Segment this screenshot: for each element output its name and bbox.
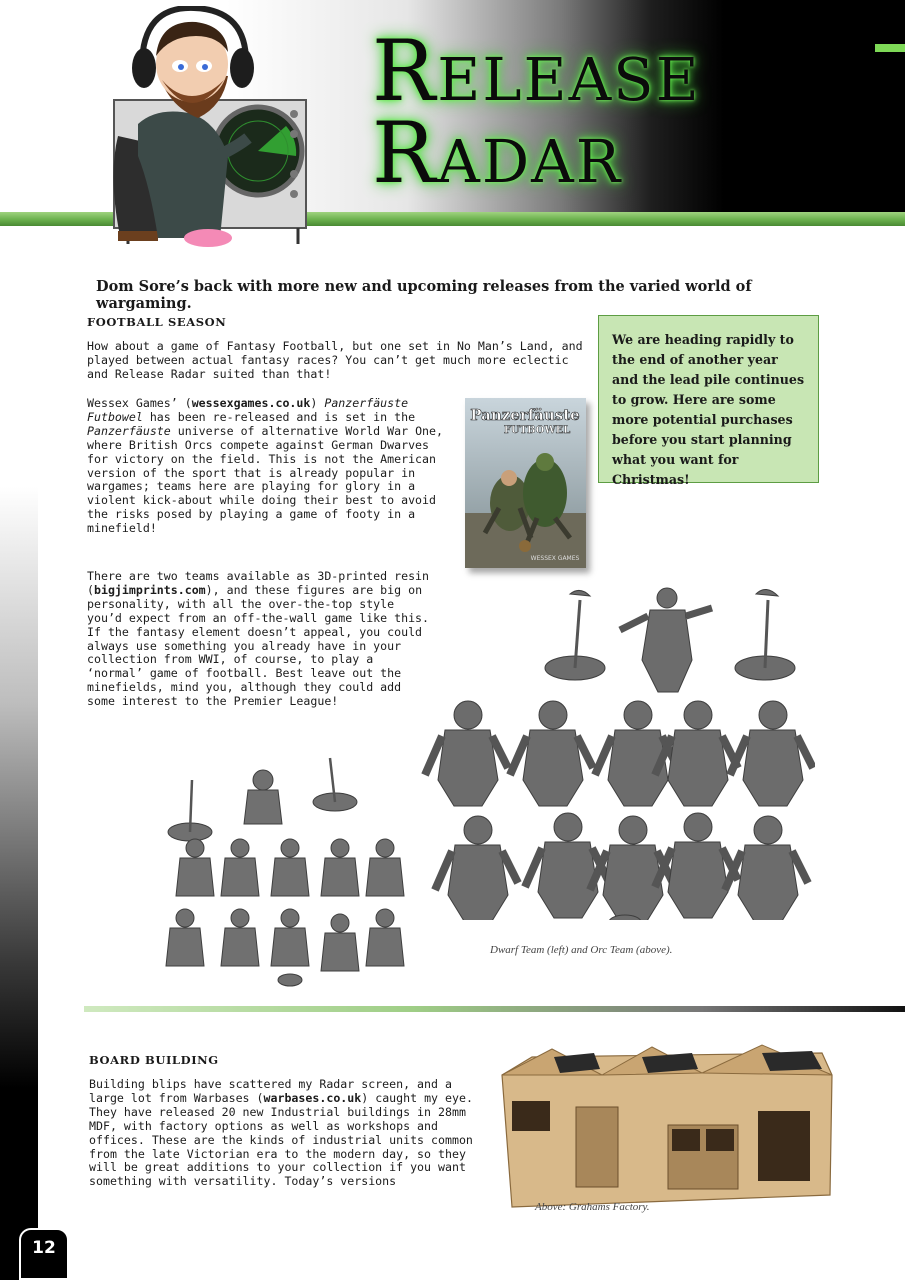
dwarf-team-photo — [160, 740, 415, 992]
board-heading: BOARD BUILDING — [89, 1053, 219, 1067]
callout-box: We are heading rapidly to the end of another year and the lead pile continues to grow. Here are some more potential purchases before you start planning what you want for Christmas! — [598, 315, 819, 483]
book-publisher: WESSEX GAMES — [530, 555, 580, 562]
title-line-2: Radar — [372, 104, 623, 202]
factory-caption: Above: Grahams Factory. — [535, 1201, 650, 1213]
text: has been re-released and is set in the — [142, 409, 416, 424]
text: universe of alternative World War One, where British Orcs compete against German Dwarves for victory on the field. This is not the American version of the sport that is already popular in wargames; teams here are playing for glory in a violent kick-about while doing their best to avoid the risks posed by playing a game of footy in a minefield! — [87, 423, 443, 536]
board-para-1 — [89, 1078, 481, 1199]
page-number: 12 — [19, 1228, 69, 1280]
football-para-1 — [87, 340, 587, 392]
football-para-2 — [87, 397, 453, 546]
book-subtitle: FUTBOWEL — [503, 425, 571, 436]
football-para-3 — [87, 570, 432, 719]
orc-team-photo — [420, 580, 815, 920]
minis-caption: Dwarf Team (left) and Orc Team (above). — [490, 944, 673, 956]
book-title-ref: Panzerfäuste Futbowel — [87, 396, 409, 424]
text: ) caught my eye. They have released 20 new Industrial buildings in 28mm MDF, with factory options as well as workshops and offices. These are the kinds of industrial units common from the late Victorian era to the modern day, so they will be great additions to your collection if you want something with versatility. Today’s versions — [89, 1090, 473, 1189]
text: Building blips have scattered my Radar screen, and a large lot from Warbases ( — [89, 1077, 452, 1105]
intro-standfirst: Dom Sore’s back with more new and upcoming releases from the varied world of wargaming. — [96, 278, 752, 312]
page-title — [372, 22, 892, 202]
text: ) — [310, 396, 325, 410]
text: There are two teams available as 3D-printed resin ( — [87, 569, 430, 597]
book-title: Panzerfäuste — [470, 406, 580, 424]
title-line-1: Release — [372, 22, 701, 120]
book-cover-image — [465, 398, 586, 568]
mascot-illustration — [98, 6, 313, 256]
text: Wessex Games’ ( — [87, 396, 192, 410]
wessex-link[interactable]: wessexgames.co.uk — [191, 396, 311, 410]
warbases-link[interactable]: warbases.co.uk — [263, 1090, 362, 1105]
football-heading: FOOTBALL SEASON — [87, 315, 227, 329]
bigjim-link[interactable]: bigjimprints.com — [93, 582, 206, 597]
text: ), and these figures are big on personality, with all the over-the-top style you’d expect from an off-the-wall game like this. If the fantasy element doesn’t appeal, you could always use something you already have in your collection from WWI, of course, to play a ‘normal’ game of football. Best leave out the minefields, mind you, although they could add some interest to the Premier League! — [87, 582, 430, 709]
football-p1: How about a game of Fantasy Football, but one set in No Man’s Land, and played between actual fantasy races? You can’t get much more eclectic and Release Radar suited than that! — [87, 339, 583, 381]
factory-building-photo — [492, 1035, 840, 1230]
section-divider — [84, 1006, 905, 1012]
universe-title-ref: Panzerfäuste — [87, 423, 171, 438]
